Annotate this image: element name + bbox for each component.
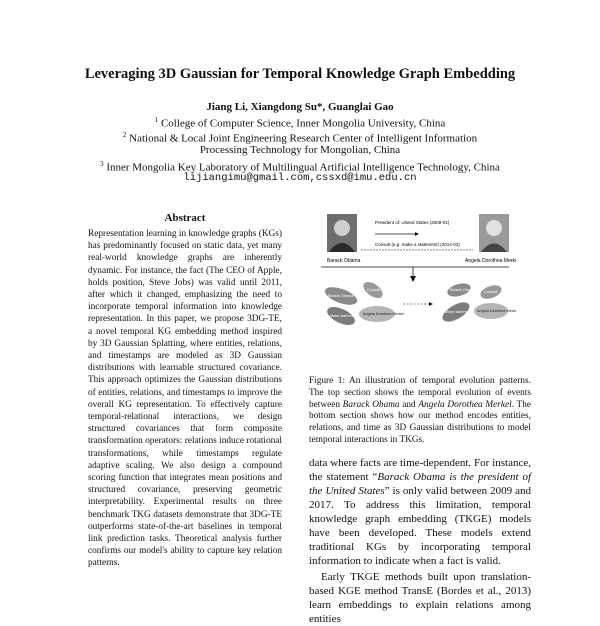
figure-1-caption [309, 376, 531, 447]
caption-entity-1: Barack Obama [342, 399, 400, 410]
left-gaussian-cluster [323, 279, 404, 329]
caption-suffix: . The bottom section shows how our method encodes entities, relations, and time as 3D Gaussian distributions to model temporal interactions in TKGs. [309, 399, 531, 445]
ellipse-label: Consult [367, 288, 380, 292]
caption-mid: and [399, 399, 419, 410]
affiliation-text: Inner Mongolia Key Laboratory of Multilingual Artificial Intelligence Technology, China [106, 161, 500, 174]
figure-1-illustration [311, 210, 516, 360]
affiliation-text: National & Local Joint Engineering Research Center of Intelligent Information [129, 132, 478, 145]
affiliation-number: 3 [100, 160, 104, 168]
portrait-right-image [479, 214, 509, 252]
abstract-text: Representation learning in knowledge graphs (KGs) has predominantly focused on static data, yet many real-world knowledge graphs are inherently dynamic. For instance, the fact (The CEO of Apple, holds position, Steve Jobs) was valid until 2011, after which it changed, emphasizing the need to incorporate temporal information into knowledge representation. In this paper, we propose 3DG-TE, a novel temporal KG embedding method inspired by 3D Gaussian Splatting, where entities, relations, and timestamps are modeled as 3D Gaussian distributions with learnable structured covariance. This approach optimizes the Gaussian distributions of entities, relations, and timestamps to improve the overall KG representation. To effectively capture temporal-relational interactions, we design structured covariances that form composite transformation operators: relations induce rotational transformations, while timestamps regulate adaptive scaling. We also design a compound scoring function that integrates mean positions and structured covariance, preserving geometric interpretability. Experimental results on three benchmark TKG datasets demonstrate that 3DG-TE outperforms state-of-the-art baselines in temporal link prediction tasks. Theoretical analysis further confirms our model's ability to capture key relation patterns. [88, 229, 282, 569]
paper-authors: Jiang Li, Xiangdong Su*, Guanglai Gao [206, 101, 394, 113]
ellipse-label: Angela Dorothea Merkel [363, 312, 404, 316]
right-person-name: Angela Dorothea Merkel [465, 258, 516, 264]
affiliation-number: 1 [154, 116, 159, 124]
ellipse-label: Consult [484, 290, 497, 294]
body-paragraph-1 [309, 456, 531, 568]
abstract-heading: Abstract [164, 212, 206, 224]
ellipse-label: Angela Dorothea Merkel [477, 309, 516, 313]
body-paragraph-2: Early TKGE methods built upon translation-based KGE method TransE (Bordes et al., 2013) learn embeddings to explain relations among entities [309, 571, 531, 625]
relation-label-1: President of: United States (2009-01) [375, 220, 450, 225]
paragraph-text: ” is only valid between 2009 and 2017. To address this limitation, temporal knowledge graph embedding (TKGE) models have been developed. These models extend traditional KGs by incorporating temporal information to indicate when a fact is valid. [309, 485, 531, 567]
relation-label-2: Consult (e.g. make a statement) (2014-03) [375, 242, 460, 247]
affiliation-text: Processing Technology for Mongolian, China [199, 144, 401, 156]
ellipse-label: Make statement [445, 310, 473, 314]
relation-arrow-head [415, 232, 419, 236]
affiliation-text: College of Computer Science, Inner Mongolia University, China [160, 117, 446, 130]
paragraph-quote: Barack Obama is the president of the United States [309, 471, 532, 497]
paragraph-text: data where facts are time-dependent. For instance, the statement “ [309, 457, 531, 483]
down-arrow-head [410, 276, 416, 282]
left-person-name: Barack Obama [327, 258, 361, 264]
author-emails[interactable]: lijiangimu@gmail.com,cssxd@imu.edu.cn [183, 172, 417, 184]
affiliation-2-cont [0, 143, 600, 158]
affiliation-number: 2 [122, 131, 127, 139]
ellipse-label: Make statement [330, 314, 358, 318]
caption-entity-2: Angela Dorothea Merkel [418, 399, 512, 410]
ellipse-label: Barack Obama [450, 288, 476, 292]
transition-arrow-head [429, 302, 433, 306]
figure-1 [311, 210, 516, 360]
paper-title: Leveraging 3D Gaussian for Temporal Knowledge Graph Embedding [84, 66, 516, 82]
right-gaussian-cluster [440, 281, 516, 325]
ellipse-label: Barack Obama [328, 294, 354, 298]
portrait-left-image [327, 214, 357, 252]
caption-prefix: Figure 1: An illustration of temporal evolution patterns. The top section shows the temporal evolution of events between [309, 376, 531, 410]
